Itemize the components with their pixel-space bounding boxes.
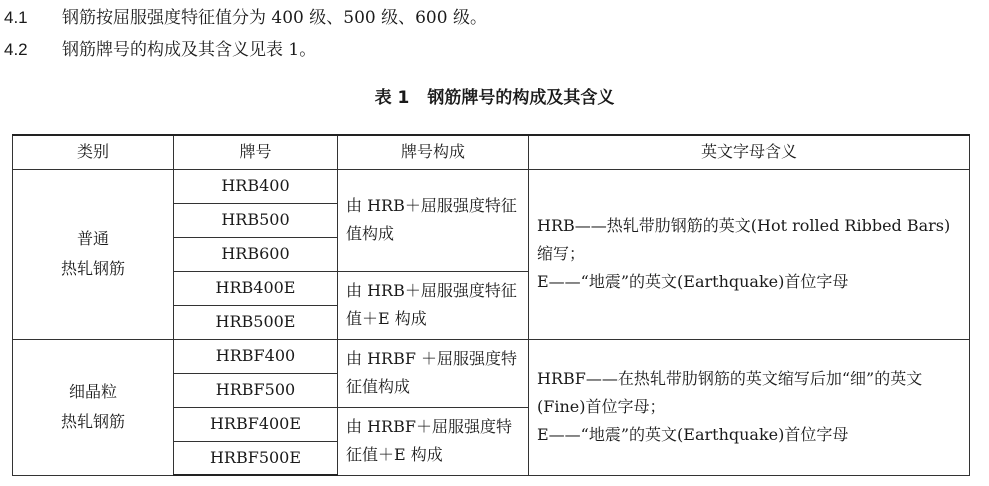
grade-cell: HRB400 [174,169,338,203]
header-category: 类别 [13,135,174,169]
composition-cell: 由 HRB＋屈服强度特征值构成 [338,169,529,271]
clause-4-1 [4,8,487,28]
composition-cell: 由 HRB＋屈服强度特征值＋E 构成 [338,271,529,339]
table-caption-number: 表 1 [374,88,410,108]
composition-cell: 由 HRBF＋屈服强度特征值＋E 构成 [338,407,529,475]
category-cell: 细晶粒 热轧钢筋 [13,339,174,475]
grade-table [12,134,970,476]
clause-text: 钢筋按屈服强度特征值分为 400 级、500 级、600 级。 [62,8,487,28]
header-grade: 牌号 [174,135,338,169]
clause-number: 4.2 [4,40,28,59]
clause-4-2 [4,40,316,60]
category-cell: 普通 热轧钢筋 [13,169,174,339]
clause-number: 4.1 [4,8,28,27]
table-row [13,169,970,203]
meaning-line: HRB——热轧带肋钢筋的英文(Hot rolled Ribbed Bars)缩写； [537,216,951,263]
composition-cell: 由 HRBF ＋屈服强度特征值构成 [338,339,529,407]
grade-cell: HRB400E [174,271,338,305]
meaning-line: HRBF——在热轧带肋钢筋的英文缩写后加“细”的英文(Fine)首位字母； [537,369,923,416]
meaning-line: E——“地震”的英文(Earthquake)首位字母 [537,425,849,444]
grade-cell: HRB500 [174,203,338,237]
meaning-line: E——“地震”的英文(Earthquake)首位字母 [537,272,849,291]
header-composition: 牌号构成 [338,135,529,169]
letter-meaning-cell [529,169,970,339]
grade-cell: HRBF500E [174,441,338,475]
table-row [13,339,970,373]
grade-cell: HRB600 [174,237,338,271]
table-caption [0,88,989,108]
grade-cell: HRB500E [174,305,338,339]
grade-cell: HRBF400 [174,339,338,373]
table-header-row [13,135,970,169]
clause-text: 钢筋牌号的构成及其含义见表 1。 [62,40,317,60]
header-letter-meaning: 英文字母含义 [529,135,970,169]
letter-meaning-cell [529,339,970,475]
table-caption-title: 钢筋牌号的构成及其含义 [427,88,615,108]
grade-cell: HRBF500 [174,373,338,407]
grade-cell: HRBF400E [174,407,338,441]
